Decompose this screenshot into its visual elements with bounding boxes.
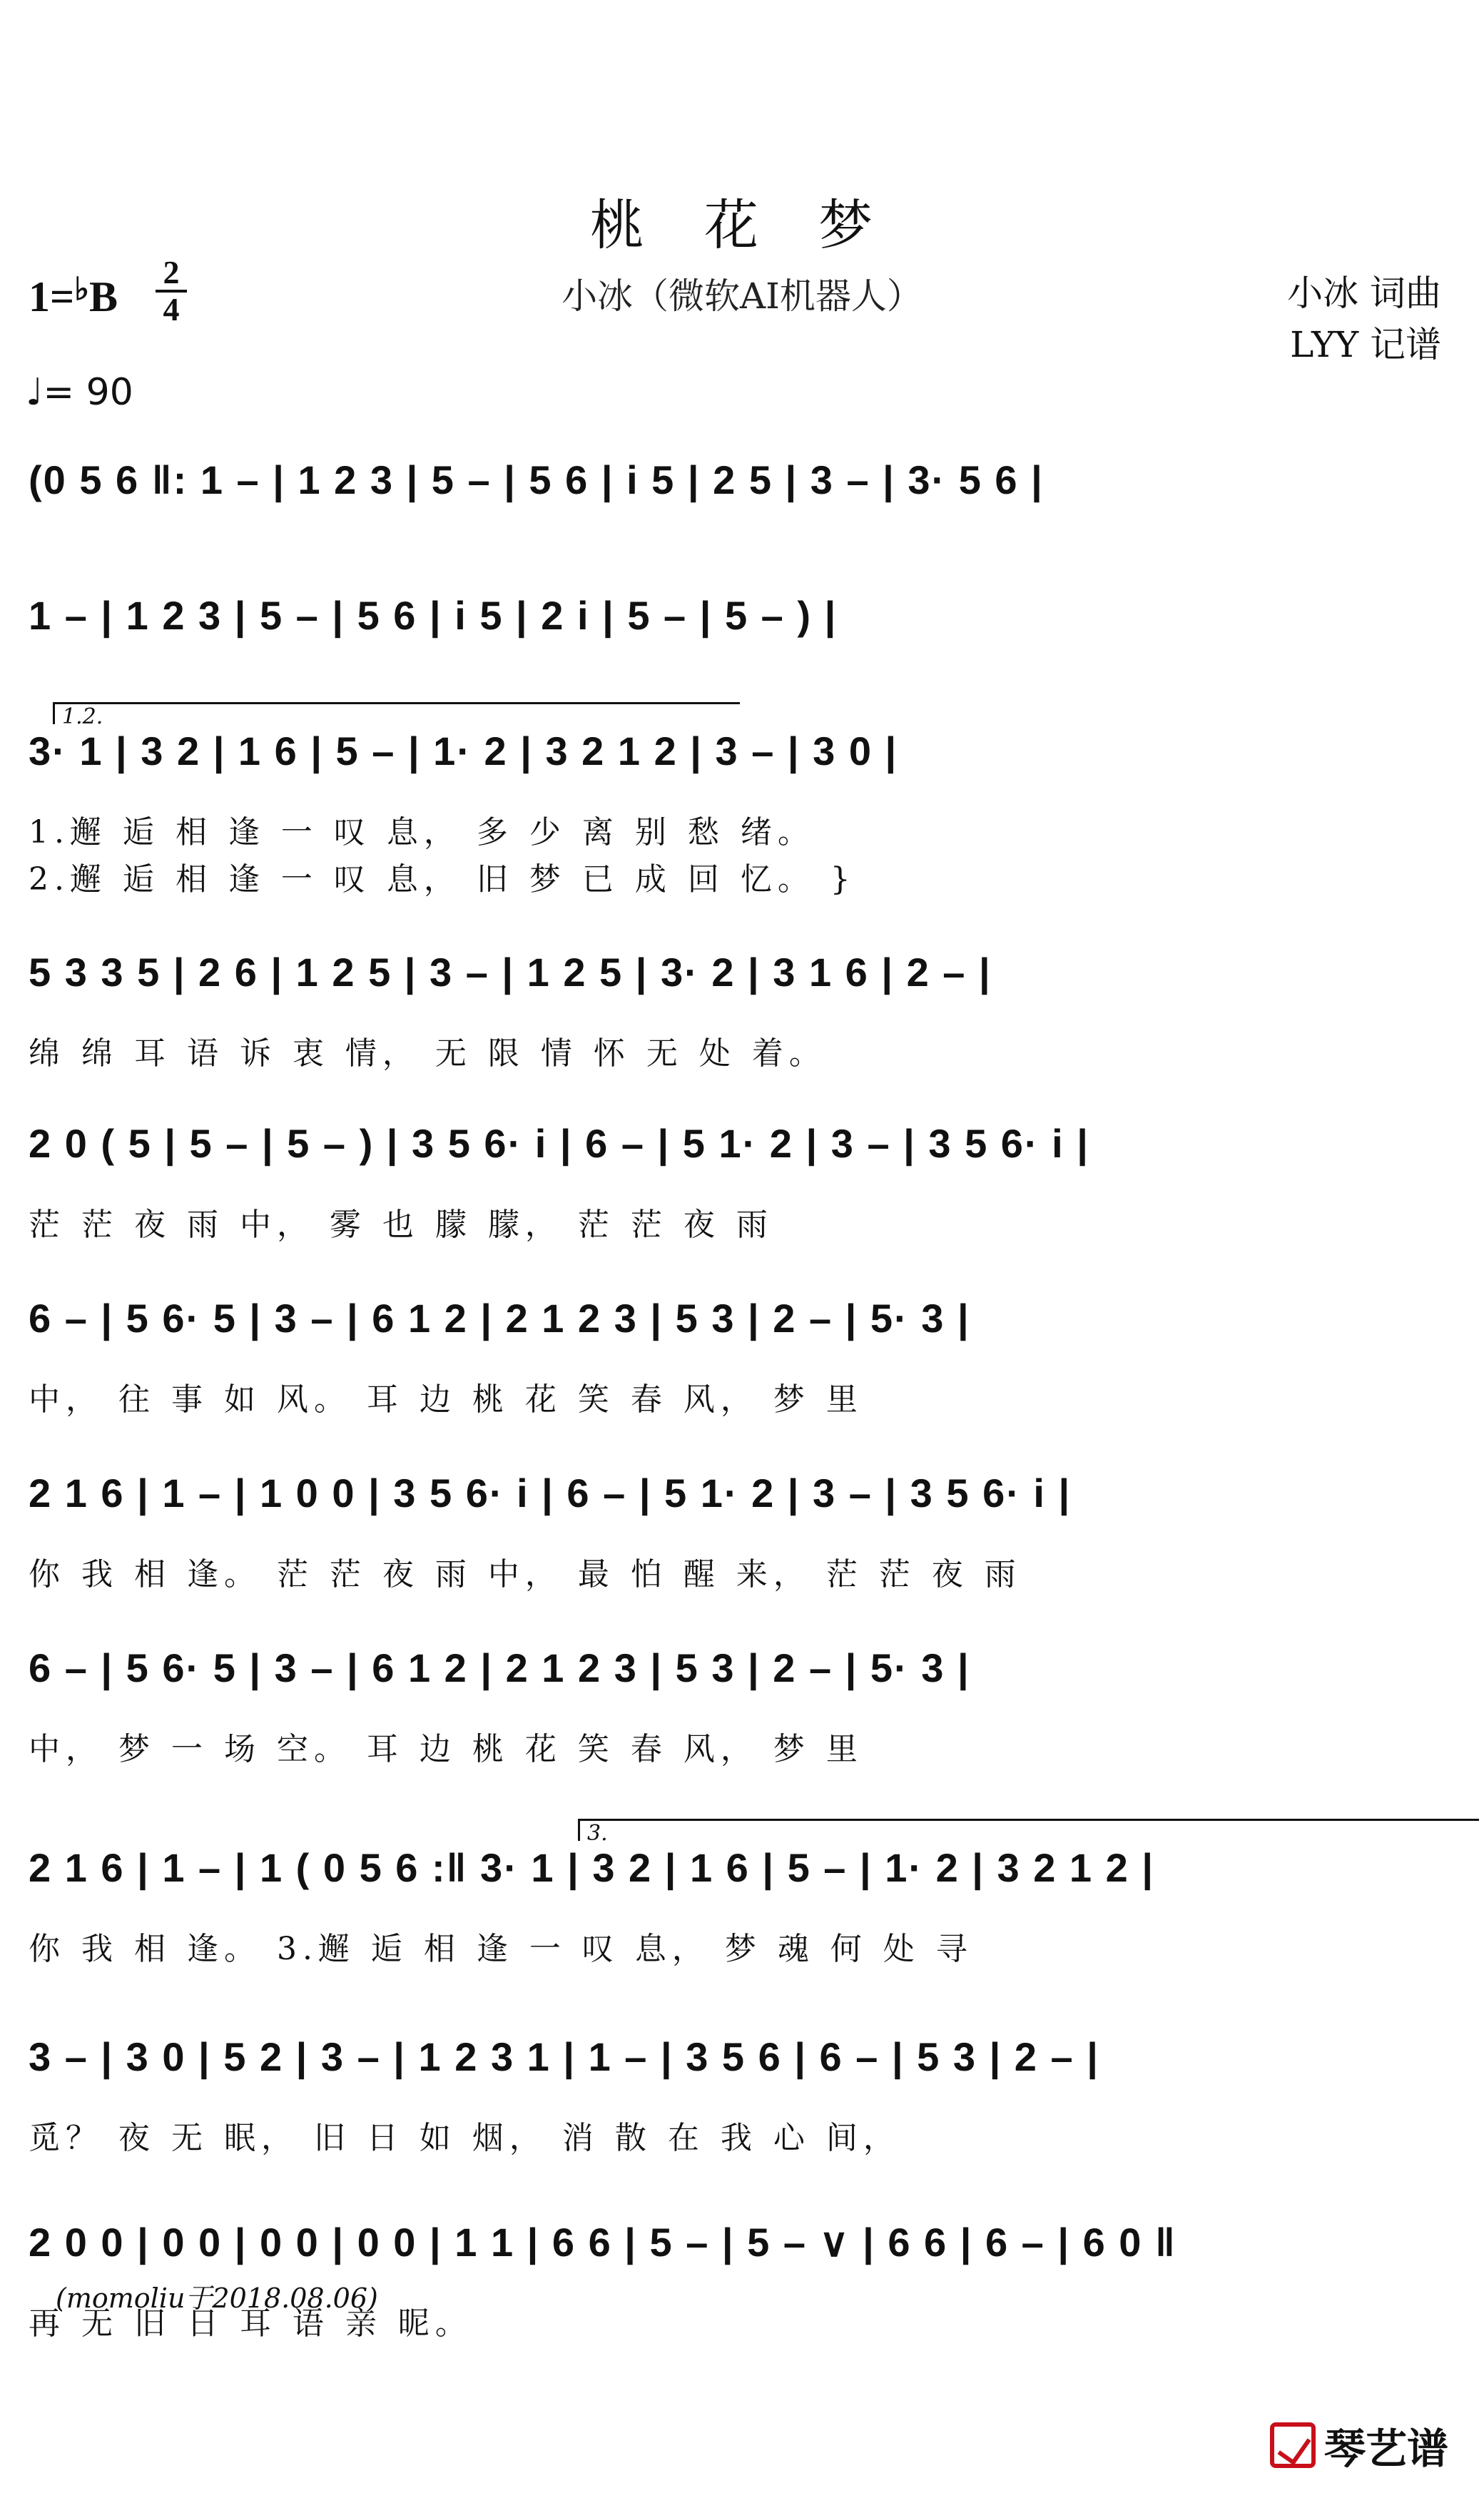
score-row-8 — [29, 1645, 1455, 1816]
score-row-4 — [29, 949, 1455, 1120]
notes-line: 3 – | 3 0 | 5 2 | 3 – | 1 2 3 1 | 1 – | 3 5 6 | 6 – | 5 3 | 2 – | — [29, 2034, 1099, 2079]
lyric-line-1: 茫 茫 夜 雨 中， 雾 也 朦 朦， 茫 茫 夜 雨 — [29, 1207, 773, 1243]
logo-icon — [1270, 2422, 1316, 2468]
lyric-line-1: 中， 往 事 如 风。 耳 边 桃 花 笑 春 风， 梦 里 — [29, 1381, 863, 1418]
credit-notation: LYY 记谱 — [1290, 324, 1441, 365]
transcriber-credit: (momoliu于2018.08.06) — [56, 2283, 378, 2314]
lyric-line-1: 再 无 旧 日 耳 语 亲 昵。 — [29, 2305, 472, 2342]
time-top: 2 — [163, 254, 180, 290]
notes-line: 5 3 3 5 | 2 6 | 1 2 5 | 3 – | 1 2 5 | 3· 2 | 3 1 6 | 2 – | — [29, 950, 992, 995]
notes-line: (0 5 6 ‖: 1 – | 1 2 3 | 5 – | 5 6 | i 5 | 2 5 | 3 – | 3· 5 6 | — [29, 457, 1044, 502]
score-row-6 — [29, 1295, 1455, 1466]
flat-sign: ♭ — [74, 272, 89, 307]
lyric-line-1: 你 我 相 逢。 3.邂 逅 相 逢 一 叹 息， 梦 魂 何 处 寻 — [29, 1931, 973, 1967]
key-signature — [29, 271, 118, 322]
song-title: 桃 花 梦 — [589, 193, 895, 257]
notes-line: 1 – | 1 2 3 | 5 – | 5 6 | i 5 | 2 i | 5 – | 5 – ) | — [29, 593, 838, 638]
notes-line: 6 – | 5 6· 5 | 3 – | 6 1 2 | 2 1 2 3 | 5 3 | 2 – | 5· 3 | — [29, 1296, 970, 1341]
credits — [1287, 268, 1441, 370]
watermark-text: 琴艺谱 — [1323, 2425, 1448, 2473]
lyric-line-2: 2.邂 逅 相 逢 一 叹 息， 旧 梦 已 成 回 忆。 } — [29, 861, 856, 898]
lyric-line-1: 你 我 相 逢。 茫 茫 夜 雨 中， 最 怕 醒 来， 茫 茫 夜 雨 — [29, 1556, 1022, 1593]
volta-bracket: 3. — [578, 1819, 1479, 1841]
volta-bracket: 1.2. — [53, 702, 740, 724]
key-note: B — [88, 273, 118, 320]
lyric-line-1: 1.邂 逅 相 逢 一 叹 息， 多 少 离 别 愁 绪。 — [29, 814, 815, 851]
watermark-logo — [1270, 2415, 1448, 2475]
notes-line: 2 1 6 | 1 – | 1 ( 0 5 6 :‖ 3· 1 | 3 2 | 1 6 | 5 – | 1· 2 | 3 2 1 2 | — [29, 1845, 1154, 1890]
score-row-3 — [29, 704, 1455, 899]
notes-line: 2 0 0 | 0 0 | 0 0 | 0 0 | 1 1 | 6 6 | 5 – | 5 – ∨ | 6 6 | 6 – | 6 0 ‖ — [29, 2220, 1176, 2265]
key-prefix: 1= — [29, 273, 75, 320]
score-row-10 — [29, 2034, 1455, 2205]
notes-line: 2 1 6 | 1 – | 1 0 0 | 3 5 6· i | 6 – | 5 1· 2 | 3 – | 3 5 6· i | — [29, 1471, 1072, 1515]
lyric-line-1: 觅？ 夜 无 眠， 旧 日 如 烟， 消 散 在 我 心 间， — [29, 2120, 900, 2156]
tempo-marking: ♩= 90 — [26, 371, 133, 414]
lyric-line-1: 绵 绵 耳 语 诉 衷 情， 无 限 情 怀 无 处 着。 — [29, 1035, 826, 1072]
score-row-9 — [29, 1821, 1455, 2016]
score-row-7 — [29, 1470, 1455, 1641]
notes-line: 6 – | 5 6· 5 | 3 – | 6 1 2 | 2 1 2 3 | 5 3 | 2 – | 5· 3 | — [29, 1645, 970, 1690]
notes-line: 2 0 ( 5 | 5 – | 5 – ) | 3 5 6· i | 6 – | 5 1· 2 | 3 – | 3 5 6· i | — [29, 1121, 1089, 1166]
score-row-5 — [29, 1120, 1455, 1291]
time-signature — [156, 254, 187, 328]
notes-line: 3· 1 | 3 2 | 1 6 | 5 – | 1· 2 | 3 2 1 2 | 3 – | 3 0 | — [29, 728, 898, 773]
time-bottom: 4 — [163, 291, 180, 328]
lyric-line-1: 中， 梦 一 场 空。 耳 边 桃 花 笑 春 风， 梦 里 — [29, 1731, 863, 1767]
song-subtitle: 小冰（微软AI机器人） — [561, 275, 923, 317]
credit-lyrics: 小冰 词曲 — [1287, 273, 1441, 314]
